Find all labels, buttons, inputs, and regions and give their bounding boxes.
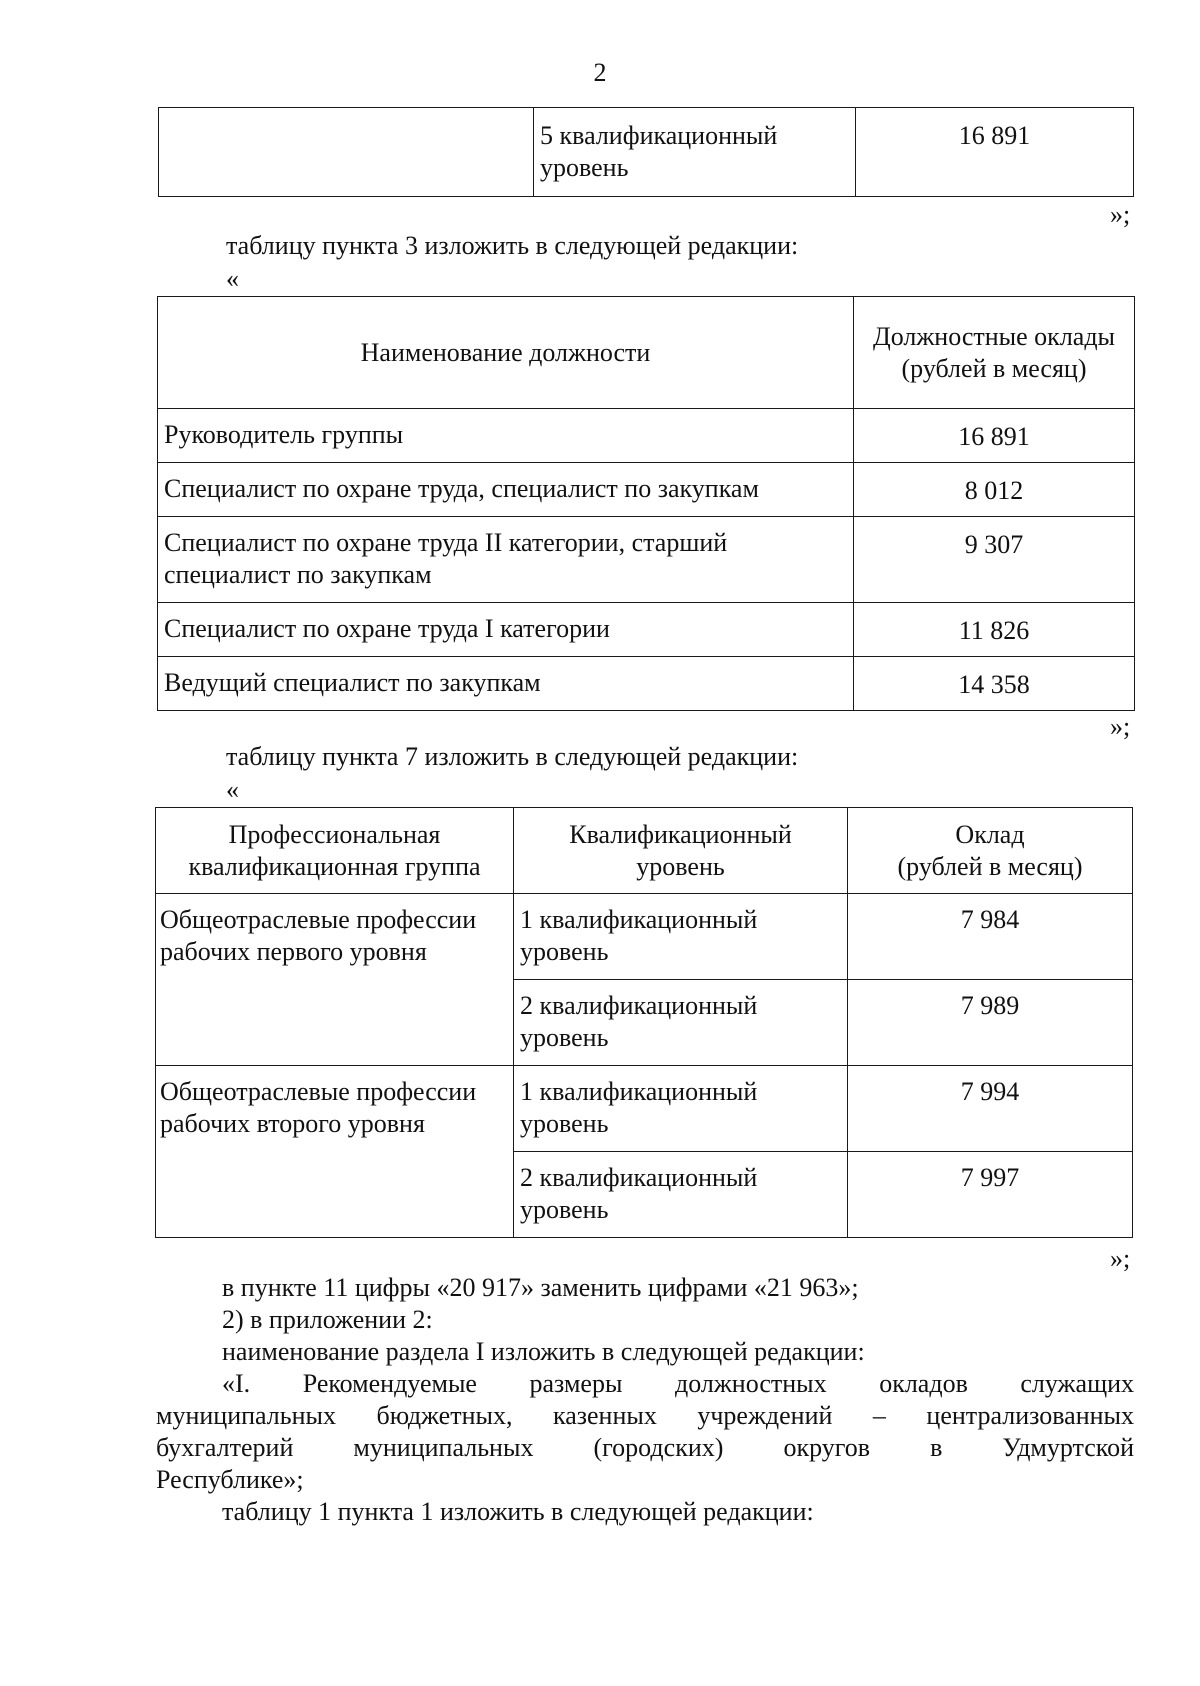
table-row bbox=[156, 894, 1133, 980]
level-text: 1 квалификационный bbox=[520, 1077, 758, 1106]
level-text: уровень bbox=[540, 153, 629, 182]
header-salary-line: (рублей в месяц) bbox=[901, 353, 1087, 383]
salary-cell: 7 984 bbox=[848, 894, 1133, 980]
closing-quote: »; bbox=[1110, 712, 1131, 741]
level-cell bbox=[514, 980, 848, 1066]
qualification-level-cell bbox=[534, 108, 856, 197]
table-header-row bbox=[156, 808, 1133, 894]
salary-cell: 16 891 bbox=[854, 409, 1135, 463]
position-text: специалист по закупкам bbox=[164, 560, 432, 589]
header-salary bbox=[854, 297, 1135, 409]
header-level-line: Квалификационный bbox=[569, 819, 792, 849]
paragraph-section-text-line: бухгалтерий муниципальных (городских) округов в Удмуртской bbox=[156, 1433, 1134, 1462]
paragraph-section-text-line: муниципальных бюджетных, казенных учреждений – централизованных bbox=[156, 1401, 1134, 1430]
table-row bbox=[158, 409, 1135, 463]
table-row bbox=[158, 463, 1135, 517]
level-text: 2 квалификационный bbox=[520, 991, 758, 1020]
paragraph-appendix-2: 2) в приложении 2: bbox=[222, 1305, 433, 1334]
level-cell bbox=[514, 1066, 848, 1152]
table-row bbox=[158, 603, 1135, 657]
salary-cell: 11 826 bbox=[854, 603, 1135, 657]
level-text: 1 квалификационный bbox=[520, 905, 758, 934]
salary-cell: 14 358 bbox=[854, 657, 1135, 711]
paragraph-section-text-line: Республике»; bbox=[156, 1465, 304, 1494]
position-text: Специалист по охране труда II категории, старший bbox=[164, 528, 728, 557]
level-text: 2 квалификационный bbox=[520, 1163, 758, 1192]
header-salary-line: Должностные оклады bbox=[872, 321, 1116, 351]
group-text: Общеотраслевые профессии bbox=[160, 905, 477, 934]
level-text: уровень bbox=[520, 1023, 609, 1052]
salary-cell: 7 994 bbox=[848, 1066, 1133, 1152]
table-row bbox=[158, 517, 1135, 603]
position-cell: Специалист по охране труда, специалист по закупкам bbox=[158, 463, 854, 517]
position-cell: Ведущий специалист по закупкам bbox=[158, 657, 854, 711]
header-salary-line: (рублей в месяц) bbox=[897, 851, 1083, 881]
paragraph-section-title: наименование раздела I изложить в следующей редакции: bbox=[222, 1337, 865, 1366]
salary-cell: 16 891 bbox=[856, 108, 1134, 197]
position-cell: Руководитель группы bbox=[158, 409, 854, 463]
header-group-line: Профессиональная bbox=[228, 819, 441, 849]
level-text: уровень bbox=[520, 1195, 609, 1224]
header-salary bbox=[848, 808, 1133, 894]
group-text: рабочих первого уровня bbox=[160, 937, 427, 966]
intro-table7: таблицу пункта 7 изложить в следующей редакции: bbox=[226, 742, 799, 771]
position-cell bbox=[158, 517, 854, 603]
header-group bbox=[156, 808, 514, 894]
table-row bbox=[159, 108, 1134, 197]
header-salary-line: Оклад bbox=[955, 819, 1025, 849]
level-text: уровень bbox=[520, 1109, 609, 1138]
closing-quote: »; bbox=[1110, 200, 1131, 229]
intro-table3: таблицу пункта 3 изложить в следующей редакции: bbox=[226, 231, 799, 260]
salary-cell: 9 307 bbox=[854, 517, 1135, 603]
header-position: Наименование должности bbox=[158, 297, 854, 409]
level-text: 5 квалификационный bbox=[540, 121, 778, 150]
header-level-line: уровень bbox=[636, 851, 725, 881]
salary-cell: 8 012 bbox=[854, 463, 1135, 517]
page-number: 2 bbox=[593, 58, 607, 87]
paragraph-point-11: в пункте 11 цифры «20 917» заменить цифрами «21 963»; bbox=[222, 1273, 859, 1302]
salary-cell: 7 989 bbox=[848, 980, 1133, 1066]
closing-quote: »; bbox=[1110, 1244, 1131, 1273]
level-text: уровень bbox=[520, 937, 609, 966]
table-row bbox=[158, 657, 1135, 711]
table-row bbox=[156, 1066, 1133, 1152]
table-header-row bbox=[158, 297, 1135, 409]
table-point-7 bbox=[155, 807, 1133, 1238]
opening-quote: « bbox=[226, 264, 239, 293]
level-cell bbox=[514, 894, 848, 980]
header-level bbox=[514, 808, 848, 894]
group-text: Общеотраслевые профессии bbox=[160, 1077, 477, 1106]
table-point-3 bbox=[157, 296, 1135, 711]
paragraph-table1: таблицу 1 пункта 1 изложить в следующей редакции: bbox=[222, 1497, 814, 1526]
position-cell: Специалист по охране труда I категории bbox=[158, 603, 854, 657]
group-text: рабочих второго уровня bbox=[160, 1109, 425, 1138]
top-continuation-table bbox=[158, 107, 1134, 197]
header-group-line: квалификационная группа bbox=[188, 851, 481, 881]
level-cell bbox=[514, 1152, 848, 1238]
opening-quote: « bbox=[226, 775, 239, 804]
paragraph-section-text-line: «I. Рекомендуемые размеры должностных окладов служащих bbox=[222, 1369, 1134, 1398]
group-cell bbox=[156, 1066, 514, 1238]
salary-cell: 7 997 bbox=[848, 1152, 1133, 1238]
empty-cell bbox=[159, 108, 534, 197]
group-cell bbox=[156, 894, 514, 1066]
